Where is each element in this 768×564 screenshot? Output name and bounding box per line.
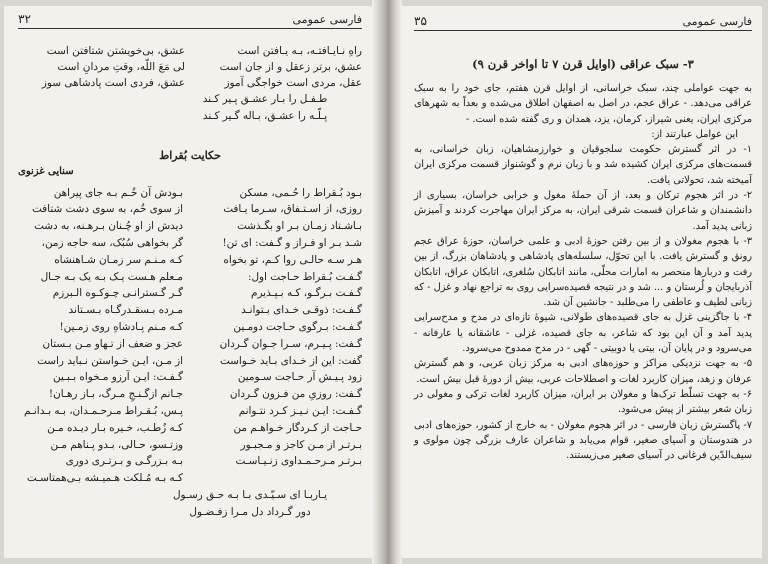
left-page-header	[18, 12, 362, 29]
verse: عقل، مردی است خواجگی آموز	[224, 77, 362, 89]
paragraph: ۷- پاگسترش زبان فارسی - در اثر هجوم مغولان - به خارج از کشور، حوزه‌های ادبی در هندوستان و آسیای صغیر، قوام می‌یابد و شاعران عارف بزرگی چون مولوی و سیف‌الدّین فرغانی در آسیای صغیر می‌زیستند.	[414, 419, 752, 462]
paragraph: ۵- به جهت نزدیکی مراکز و حوزه‌های ادبی به مرکز زبان عربی، و هم گسترش عرفان و زهد، میزان کاربرد لغات و اصطلاحات عربی، بیش از دورهٔ قبل بیش است.	[414, 358, 752, 385]
poet-name: سنایی غزنوی	[18, 165, 74, 177]
right-page	[402, 6, 762, 558]
book-gutter	[372, 0, 402, 564]
left-running-head: فارسی عمومی	[292, 13, 362, 26]
poem-body	[18, 185, 362, 487]
verse: عشق، برتر زعقل و از جان است	[219, 61, 362, 73]
verse: از سوی خُم، به سوی دشت شتافت	[31, 203, 183, 216]
poem-col-a	[197, 185, 362, 487]
paragraph: ۳- با هجوم مغولان و از بین رفتن حوزهٔ ادبی و علمی خراسان، حوزهٔ عراق عجم رونق و گسترش یافت. با این تحوّل، سلسله‌های پادشاهی و پادشاهان بزرگ، از بین رفت و دربارها منحصر به امارات محلّی، مانند اتابکان سُلغری، اتابکان عراق، اتابکان آذربایجان و لُرستان و ... شد و در نتیجه قصیده‌سرایی روی به تراجع نهاد و غزل - که زبانی لطیف و عاطفی را می‌طلبد - جانشین آن شد.	[414, 235, 752, 309]
verse: مـعلم هـست یـک بـه یک بـه جـال	[40, 270, 183, 283]
verse: عشق، فردی است پادشاهی سوز	[41, 77, 185, 89]
verse: گـفـت: ایـن نـیـز کـرد نتـوانم	[238, 404, 362, 417]
verse: گـفـت بُـقراط حـاجت اول:	[247, 270, 362, 283]
verse: گـفـت: بـرگوی حـاجت دومـین	[233, 320, 362, 333]
right-page-number: ۳۵	[414, 14, 427, 28]
verse: طـفـل را بـار عشـق پـیر کـند	[202, 93, 328, 105]
paragraph: این عوامل عبارتند از:	[651, 128, 738, 140]
poem-title: حکایت بُقراط	[159, 148, 221, 162]
paragraph: ۲- در اثر هجوم ترکان و بعد، از آن حملهٔ مغول و خرابی خراسان، بسیاری از دانشمندان و شاعران قسمت شرقی ایران، به مرکز ایران مهاجرت کردند و آمیزش زبانی پدید آمد.	[414, 190, 752, 232]
verse: گفت: این از خـدای بـاید خـواست	[219, 354, 362, 367]
verse: بـرتـر از مـن کاجز و مـجبـور	[240, 438, 362, 451]
verse: بـرتـر مـرحـمـداوی زنـیـاسـت	[235, 455, 362, 468]
verse: بـود بُـقراط را حُـمی، مسکن	[239, 186, 362, 199]
verse: پـس، بُـقـراط مـرحـمـدان، بـه بـدانـم	[23, 404, 183, 417]
paragraph: ۴- با جاگزینی غزل به جای قصیده‌های طولانی، شیوهٔ تازه‌ای در مدح و مدح‌سرایی پدید آمد و آن این بود که شاعر، به جای قصیده، غزلی - عاشقانه یا عارفانه - می‌سرود و در پایان آن، بیتی یا دوبیتی - گهی - در مدح ممدوح می‌سرود.	[414, 312, 752, 355]
top-poem-tail	[18, 91, 362, 125]
left-page-number: ۳۲	[18, 12, 31, 26]
verse: لی مَعَ اللّه، وقتِ مردانِ است	[57, 61, 185, 73]
verse: بـاشـتاد زمـان بـر او بگـذشت	[236, 220, 362, 233]
verse: یـاربـا ای سـیّـدی بـا بـه حـق رسـول	[172, 488, 327, 501]
verse: حـاجت از کـردگار خـواهـم من	[233, 421, 362, 434]
verse: کـه مـنـم سر زمـان شـاهنشاه	[54, 253, 183, 266]
right-running-head: فارسی عمومی	[682, 15, 752, 28]
verse: مـرده بـسقـدرگـاه بـسـتاند	[68, 304, 183, 317]
paragraph: به جهت عواملی چند، سبک خراسانی، از اوایل قرن هفتم، جای خود را به سبک عراقی می‌دهد. - عراق عجم، در اصل به اصفهان اطلاق می‌شده و بعداً به شهرهای مرکزی ایران، یعنی شیراز، کرمان، یزد، همدان و ری گفته شده است. -	[414, 83, 752, 125]
paragraph: ۶- به جهت تسلّط ترک‌ها و مغولان بر ایران، میزان کاربرد لغات ترکی و مغولی در زبان شعر بیشتر از پیش می‌شود.	[414, 388, 752, 416]
verse: گـفـت: ایـن آرزو مـخواه بـبـین	[52, 371, 183, 384]
verse: جـانم ازگـنـجِ مـرگ، بـاز رهـان!	[48, 388, 183, 401]
verse: زود پـیـش آر حـاجت سـومین	[237, 371, 362, 384]
verse: گـفـت بـرگـو، کـه بـپـذیرم	[251, 287, 362, 300]
verse: شـد بـر او فـراز و گـفت: ای تن!	[222, 236, 362, 249]
verse: هـر سـه حالـی روا کـم، تو بخواه	[223, 253, 362, 266]
verse: گـفـت: ذوقـی خـدای بـتوانـد	[241, 304, 362, 317]
verse: کـه زُطـب، خـیره بـار دیـده مـن	[47, 421, 183, 434]
verse: دیدش از او چُـنان بـرهـنه، به دشت	[34, 220, 183, 233]
poem-col-b	[18, 185, 197, 487]
verse: روزی، از اسـتـفاق، سـرما یـافت	[223, 203, 362, 216]
verse: پـلّـه را عشـق، بـاله گـیر کـند	[202, 109, 328, 122]
verse: گـفت: روزیِ من فـزون گـردان	[229, 388, 362, 401]
verse: گـفت: پـیـرم، سـرا جـوان گـردان	[219, 337, 362, 350]
verse: بـه بـزرگـی و بـرتـری دوری	[65, 455, 183, 468]
verse: عجز و ضعف از تـهاو مـن بـستان	[42, 337, 183, 350]
verse: گر بخواهی سُبُک، سه حاجه زمن،	[41, 236, 183, 249]
verse: راهِ نـایـافتـه، بـه یـافتن است	[237, 45, 362, 57]
verse: بـودش آن خُـم بـه جای پیراهن	[53, 186, 183, 199]
verse: کـه مـنم پـادشاهِ روی زمـین!	[59, 320, 183, 333]
verse: گـر گـسترانـی چـوکـوه الـبرزم	[52, 287, 183, 300]
top-poem-col-b	[18, 43, 195, 91]
verse: عشق، بی‌خویشتن شتافتن است	[46, 45, 185, 57]
verse: از مـن، ایـن خـواستن نـباید راست	[37, 354, 183, 367]
right-page-header	[414, 14, 752, 31]
paragraph: ۱- در اثر گسترش حکومت سلجوقیان و خوارزمشاهیان، زبان خراسانی، به قسمت‌های مرکزی ایران کشیده شد و با زبان نرم و گوشنواز قسمت مرکزی ایران آمیخته شد، تحولاتی یافت.	[414, 144, 752, 186]
section-title: ۳- سبک عراقی (اوایل قرن ۷ تا اواخر قرن ۹)	[472, 57, 694, 71]
verse: وزتـسو، حـالی، بـدو پـناهم مـن	[50, 438, 183, 451]
verse: دور گـرداد دل مـرا زفـضـول	[189, 505, 311, 518]
poem-closing	[18, 487, 362, 521]
verse: کـه بـه مُـلکت هـمیـشه بـی‌همتاسـت	[26, 472, 183, 485]
top-poem-col-a	[195, 43, 362, 91]
left-page	[4, 6, 372, 558]
top-poem	[18, 43, 362, 91]
